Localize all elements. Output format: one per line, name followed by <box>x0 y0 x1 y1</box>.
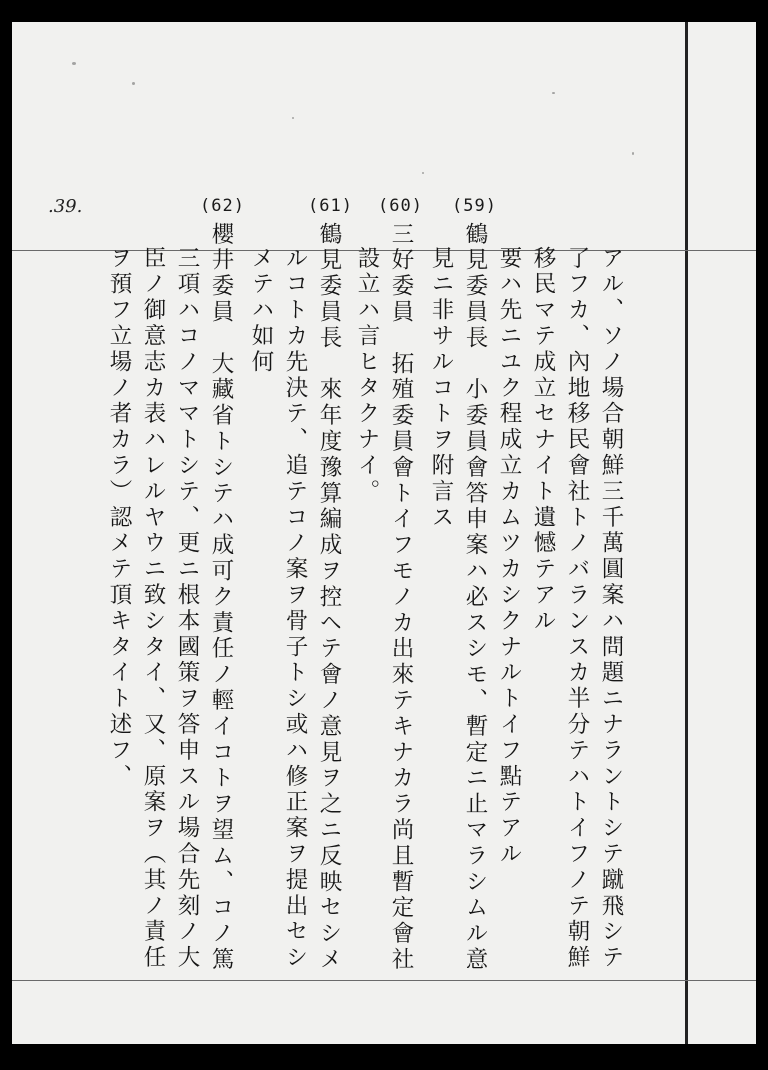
section-marker: (60) <box>378 196 423 216</box>
text-column: 見ニ非サルコトヲ附言ス <box>428 246 454 531</box>
text-column: 鶴見委員長 小委員會答申案ハ必スシモ、暫定ニ止マラシムル意 <box>462 222 488 974</box>
scan-speck <box>422 172 424 174</box>
text-column: 櫻井委員 大藏省トシテハ成可ク責任ノ輕イコトヲ望ム、コノ篤 <box>208 222 234 974</box>
text-column: 臣ノ御意志カ表ハレルヤウニ致シタイ、又、原案ヲ（其ノ責任 <box>140 246 166 972</box>
section-marker: (61) <box>308 196 353 216</box>
text-column: ヲ預フ立場ノ者カラ）認メテ頂キタイト述フ、 <box>106 246 132 790</box>
page-edge-rule <box>685 22 688 1044</box>
document-page <box>12 22 756 1044</box>
text-column: 移民マテ成立セナイト遺憾テアル <box>530 246 556 635</box>
scan-speck <box>632 152 634 155</box>
text-column: 設立ハ言ヒタクナイ。 <box>354 246 380 505</box>
text-column: 三項ハコノママトシテ、更ニ根本國策ヲ答申スル場合先刻ノ大 <box>174 246 200 972</box>
text-column: 鶴見委員長 來年度豫算編成ヲ控ヘテ會ノ意見ヲ之ニ反映セシメ <box>316 222 342 974</box>
scan-speck <box>552 92 555 94</box>
text-column: ルコトカ先決テ、追テコノ案ヲ骨子トシ或ハ修正案ヲ提出セシ <box>282 246 308 972</box>
text-column: 要ハ先ニユク程成立カムツカシクナルトイフ點テアル <box>496 246 522 868</box>
scan-speck <box>292 117 294 119</box>
scan-speck <box>72 62 76 65</box>
bottom-rule <box>12 980 756 981</box>
section-marker: (59) <box>452 196 497 216</box>
text-column: 三好委員 拓殖委員會トイフモノカ出來テキナカラ尚且暫定會社 <box>388 222 414 974</box>
text-column: メテハ如何 <box>248 246 274 376</box>
section-marker: (62) <box>200 196 245 216</box>
text-column: 了フカ、內地移民會社トノバランスカ半分テハトイフノテ朝鮮 <box>564 246 590 972</box>
scan-speck <box>132 82 135 85</box>
text-column: アル、ソノ場合朝鮮三千萬圓案ハ問題ニナラントシテ蹴飛シテ <box>598 246 624 972</box>
page-number: .39. <box>48 196 83 217</box>
